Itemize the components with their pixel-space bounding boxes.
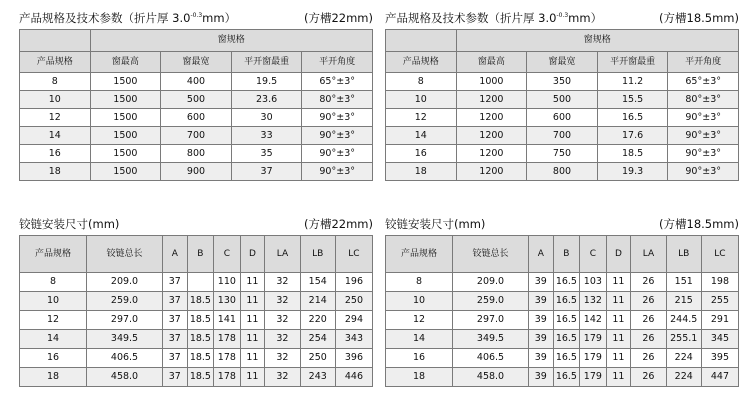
table-row — [20, 330, 373, 349]
table-cell: 400 — [161, 73, 232, 91]
table-cell: 349.5 — [453, 330, 529, 349]
table-row — [386, 292, 739, 311]
table-cell: 65°±3° — [668, 73, 739, 91]
table-cell: 32 — [265, 330, 300, 349]
table-cell: 1200 — [456, 91, 527, 109]
table-cell: 10 — [20, 91, 91, 109]
table-cell: 18.5 — [187, 311, 213, 330]
column-header: A — [528, 236, 553, 273]
table-cell: 209.0 — [453, 273, 529, 292]
table-cell: 37 — [162, 330, 187, 349]
table-cell: 1200 — [456, 163, 527, 181]
table-cell: 26 — [631, 330, 666, 349]
hinge-table — [385, 235, 739, 387]
table-cell: 214 — [300, 292, 335, 311]
table-cell: 16.5 — [553, 349, 579, 368]
column-header: D — [240, 236, 265, 273]
table-cell: 345 — [701, 330, 738, 349]
table-cell: 11 — [606, 311, 631, 330]
table-cell: 11 — [240, 273, 265, 292]
table-cell: 30 — [231, 109, 302, 127]
table-cell: 395 — [701, 349, 738, 368]
table-cell: 1500 — [90, 91, 161, 109]
table-cell: 12 — [386, 311, 453, 330]
table-cell: 255.1 — [666, 330, 701, 349]
table-cell: 90°±3° — [302, 145, 373, 163]
table-cell: 16 — [20, 145, 91, 163]
column-header: 窗最宽 — [161, 52, 232, 73]
table-cell: 11 — [240, 311, 265, 330]
table-cell: 700 — [527, 127, 598, 145]
column-header: 平开窗最重 — [231, 52, 302, 73]
column-header: 窗最高 — [456, 52, 527, 73]
table-cell: 18.5 — [187, 292, 213, 311]
table-cell: 17.6 — [597, 127, 668, 145]
table-cell: 800 — [527, 163, 598, 181]
table-cell: 250 — [300, 349, 335, 368]
column-header: 铰链总长 — [453, 236, 529, 273]
table-cell: 178 — [214, 368, 240, 387]
column-header: LB — [300, 236, 335, 273]
spec-group-header-spacer — [386, 30, 457, 52]
table-row — [386, 127, 739, 145]
column-header: LC — [335, 236, 372, 273]
table-cell: 16.5 — [553, 273, 579, 292]
table-cell: 16 — [20, 349, 87, 368]
table-row — [20, 368, 373, 387]
column-header: 平开角度 — [668, 52, 739, 73]
spec-title: 产品规格及技术参数（折片厚 $3.0^{-0.3}mm$） — [385, 11, 603, 25]
table-cell: 1500 — [90, 73, 161, 91]
table-cell: 16.5 — [553, 368, 579, 387]
table-cell: 32 — [265, 273, 300, 292]
table-cell: 39 — [528, 368, 553, 387]
hinge-title: 铰链安装尺寸(mm) — [19, 217, 120, 231]
groove-label: (方槽18.5mm) — [659, 11, 739, 25]
table-cell: 37 — [162, 292, 187, 311]
table-cell: 11 — [606, 368, 631, 387]
spec-title-row — [19, 10, 373, 26]
table-cell: 16.5 — [553, 292, 579, 311]
table-cell: 244.5 — [666, 311, 701, 330]
table-cell: 39 — [528, 273, 553, 292]
table-cell: 900 — [161, 163, 232, 181]
column-header: 窗最宽 — [527, 52, 598, 73]
table-cell: 8 — [20, 73, 91, 91]
table-cell: 215 — [666, 292, 701, 311]
table-cell: 14 — [386, 330, 453, 349]
table-row — [20, 292, 373, 311]
table-cell: 32 — [265, 368, 300, 387]
spec-group-header: 窗规格 — [90, 30, 372, 52]
table-cell: 11 — [240, 349, 265, 368]
table-row — [386, 73, 739, 91]
column-header: LB — [666, 236, 701, 273]
table-cell: 130 — [214, 292, 240, 311]
table-cell: 90°±3° — [668, 145, 739, 163]
table-cell: 458.0 — [453, 368, 529, 387]
column-header: 产品规格 — [20, 52, 91, 73]
table-cell: 23.6 — [231, 91, 302, 109]
table-cell: 349.5 — [87, 330, 163, 349]
table-cell: 224 — [666, 368, 701, 387]
table-cell: 255 — [701, 292, 738, 311]
table-cell: 80°±3° — [668, 91, 739, 109]
table-cell: 26 — [631, 349, 666, 368]
table-cell: 10 — [20, 292, 87, 311]
table-cell: 90°±3° — [668, 109, 739, 127]
table-cell: 800 — [161, 145, 232, 163]
table-row — [20, 127, 373, 145]
table-row — [386, 145, 739, 163]
table-cell: 8 — [386, 273, 453, 292]
table-cell: 80°±3° — [302, 91, 373, 109]
spec-panel-22mm — [19, 10, 373, 181]
table-cell: 11 — [606, 330, 631, 349]
column-header: B — [553, 236, 579, 273]
table-cell: 39 — [528, 349, 553, 368]
table-cell: 142 — [580, 311, 606, 330]
hinge-title-row — [19, 216, 373, 232]
column-header: 铰链总长 — [87, 236, 163, 273]
table-cell: 35 — [231, 145, 302, 163]
table-cell: 14 — [20, 330, 87, 349]
table-cell: 1500 — [90, 109, 161, 127]
column-header: 平开角度 — [302, 52, 373, 73]
table-cell: 18 — [386, 163, 457, 181]
table-cell: 16.5 — [553, 330, 579, 349]
table-cell: 254 — [300, 330, 335, 349]
table-cell: 600 — [161, 109, 232, 127]
table-row — [20, 109, 373, 127]
table-cell: 446 — [335, 368, 372, 387]
table-cell: 18 — [20, 163, 91, 181]
table-row — [20, 273, 373, 292]
table-cell: 151 — [666, 273, 701, 292]
table-cell: 26 — [631, 273, 666, 292]
spec-group-header-spacer — [20, 30, 91, 52]
spec-table — [19, 29, 373, 181]
spec-title-row — [385, 10, 739, 26]
table-cell: 259.0 — [453, 292, 529, 311]
column-header: C — [580, 236, 606, 273]
table-cell: 750 — [527, 145, 598, 163]
column-header: 产品规格 — [20, 236, 87, 273]
table-cell: 154 — [300, 273, 335, 292]
table-cell: 18 — [386, 368, 453, 387]
table-cell: 406.5 — [453, 349, 529, 368]
table-cell: 16.5 — [597, 109, 668, 127]
table-row — [386, 273, 739, 292]
column-header: LC — [701, 236, 738, 273]
column-header: D — [606, 236, 631, 273]
table-row — [386, 330, 739, 349]
table-cell: 259.0 — [87, 292, 163, 311]
spec-group-header: 窗规格 — [456, 30, 738, 52]
table-cell: 32 — [265, 349, 300, 368]
table-cell: 243 — [300, 368, 335, 387]
column-header: 产品规格 — [386, 52, 457, 73]
table-cell — [187, 273, 213, 292]
table-cell: 11 — [606, 273, 631, 292]
table-cell: 26 — [631, 311, 666, 330]
table-cell: 18.5 — [187, 330, 213, 349]
table-cell: 10 — [386, 292, 453, 311]
table-cell: 16 — [386, 145, 457, 163]
column-header: 产品规格 — [386, 236, 453, 273]
table-cell: 250 — [335, 292, 372, 311]
table-cell: 196 — [335, 273, 372, 292]
table-cell: 37 — [162, 273, 187, 292]
hinge-panel-22mm — [19, 216, 373, 387]
table-cell: 343 — [335, 330, 372, 349]
table-row — [20, 145, 373, 163]
column-header: 窗最高 — [90, 52, 161, 73]
table-cell: 178 — [214, 349, 240, 368]
table-cell: 26 — [631, 292, 666, 311]
table-cell: 19.5 — [231, 73, 302, 91]
hinge-title-row — [385, 216, 739, 232]
table-cell: 18.5 — [187, 368, 213, 387]
table-cell: 1500 — [90, 145, 161, 163]
hinge-title: 铰链安装尺寸(mm) — [385, 217, 486, 231]
table-cell: 350 — [527, 73, 598, 91]
table-cell: 90°±3° — [302, 163, 373, 181]
table-cell: 14 — [386, 127, 457, 145]
groove-label: (方槽18.5mm) — [659, 217, 739, 231]
table-cell: 220 — [300, 311, 335, 330]
column-header: B — [187, 236, 213, 273]
table-row — [386, 109, 739, 127]
hinge-panel-18-5mm — [385, 216, 739, 387]
table-cell: 16 — [386, 349, 453, 368]
groove-label: (方槽22mm) — [303, 11, 373, 25]
table-cell: 500 — [527, 91, 598, 109]
table-cell: 291 — [701, 311, 738, 330]
table-cell: 18 — [20, 368, 87, 387]
table-cell: 12 — [20, 109, 91, 127]
table-cell: 406.5 — [87, 349, 163, 368]
table-cell: 179 — [580, 330, 606, 349]
groove-label: (方槽22mm) — [303, 217, 373, 231]
spec-panel-18-5mm — [385, 10, 739, 181]
table-cell: 90°±3° — [302, 109, 373, 127]
table-cell: 37 — [162, 349, 187, 368]
table-cell: 11 — [606, 292, 631, 311]
table-cell: 90°±3° — [668, 163, 739, 181]
table-cell: 103 — [580, 273, 606, 292]
column-header: LA — [631, 236, 666, 273]
table-cell: 37 — [162, 311, 187, 330]
table-cell: 18.5 — [597, 145, 668, 163]
table-cell: 224 — [666, 349, 701, 368]
table-cell: 11 — [240, 368, 265, 387]
table-cell: 396 — [335, 349, 372, 368]
table-row — [20, 91, 373, 109]
table-cell: 198 — [701, 273, 738, 292]
table-row — [386, 349, 739, 368]
table-cell: 447 — [701, 368, 738, 387]
table-cell: 39 — [528, 292, 553, 311]
table-cell: 1500 — [90, 127, 161, 145]
column-header: A — [162, 236, 187, 273]
table-cell: 37 — [231, 163, 302, 181]
table-cell: 19.3 — [597, 163, 668, 181]
table-cell: 110 — [214, 273, 240, 292]
table-cell: 1200 — [456, 127, 527, 145]
table-cell: 90°±3° — [302, 127, 373, 145]
table-row — [386, 368, 739, 387]
table-cell: 11 — [240, 330, 265, 349]
table-cell: 700 — [161, 127, 232, 145]
spec-title: 产品规格及技术参数（折片厚 $3.0^{-0.3}mm$） — [19, 11, 237, 25]
table-cell: 1200 — [456, 145, 527, 163]
table-cell: 11 — [606, 349, 631, 368]
table-row — [386, 91, 739, 109]
table-cell: 1200 — [456, 109, 527, 127]
table-row — [20, 163, 373, 181]
table-row — [20, 349, 373, 368]
table-cell: 297.0 — [87, 311, 163, 330]
table-cell: 16.5 — [553, 311, 579, 330]
table-cell: 26 — [631, 368, 666, 387]
column-header: 平开窗最重 — [597, 52, 668, 73]
table-cell: 600 — [527, 109, 598, 127]
table-cell: 12 — [20, 311, 87, 330]
table-cell: 33 — [231, 127, 302, 145]
table-cell: 297.0 — [453, 311, 529, 330]
table-cell: 32 — [265, 311, 300, 330]
table-cell: 65°±3° — [302, 73, 373, 91]
table-cell: 18.5 — [187, 349, 213, 368]
table-cell: 14 — [20, 127, 91, 145]
table-cell: 11 — [240, 292, 265, 311]
table-cell: 8 — [20, 273, 87, 292]
table-cell: 8 — [386, 73, 457, 91]
table-cell: 39 — [528, 311, 553, 330]
table-cell: 458.0 — [87, 368, 163, 387]
table-cell: 179 — [580, 368, 606, 387]
table-row — [20, 73, 373, 91]
table-cell: 15.5 — [597, 91, 668, 109]
table-cell: 209.0 — [87, 273, 163, 292]
column-header: LA — [265, 236, 300, 273]
table-cell: 500 — [161, 91, 232, 109]
table-cell: 294 — [335, 311, 372, 330]
table-cell: 32 — [265, 292, 300, 311]
table-cell: 141 — [214, 311, 240, 330]
table-cell: 11.2 — [597, 73, 668, 91]
table-cell: 1000 — [456, 73, 527, 91]
table-cell: 12 — [386, 109, 457, 127]
table-cell: 90°±3° — [668, 127, 739, 145]
column-header: C — [214, 236, 240, 273]
table-cell: 179 — [580, 349, 606, 368]
table-cell: 1500 — [90, 163, 161, 181]
hinge-table — [19, 235, 373, 387]
table-cell: 178 — [214, 330, 240, 349]
table-row — [386, 311, 739, 330]
table-cell: 37 — [162, 368, 187, 387]
table-row — [386, 163, 739, 181]
table-cell: 132 — [580, 292, 606, 311]
table-cell: 39 — [528, 330, 553, 349]
table-row — [20, 311, 373, 330]
spec-table — [385, 29, 739, 181]
table-cell: 10 — [386, 91, 457, 109]
